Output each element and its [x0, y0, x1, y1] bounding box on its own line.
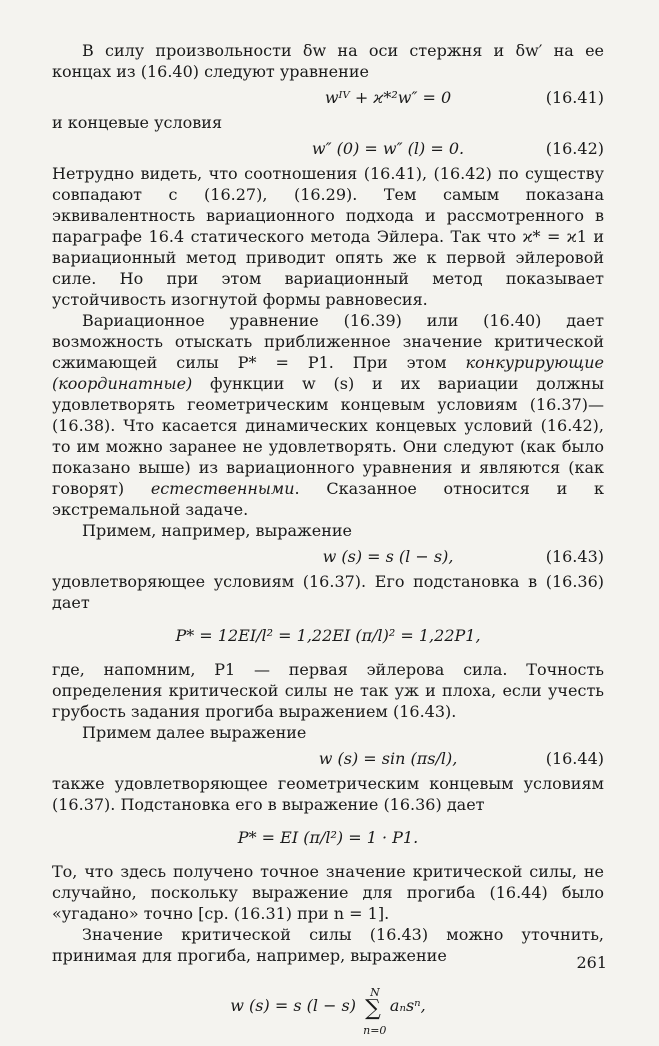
equation-16-41 [52, 82, 604, 112]
equation-critical-force-1 [52, 613, 604, 659]
paragraph-5: Примем, например, выражение [82, 521, 352, 540]
equation-16-43-number: (16.43) [545, 547, 604, 566]
paragraph-7: где, напомним, P1 — первая эйлерова сила. Точность определения критической силы не так уж и плоха, если учесть грубость задания прогиба выражением (16.43). [52, 660, 604, 721]
paragraph-4-part-e: . Сказанное относится и к экстремальной задаче. [52, 479, 604, 519]
paragraph-1: В силу произвольности δw на оси стержня и δw′ на ее концах из (16.40) следуют уравнение [52, 41, 604, 81]
equation-16-42-body: w″ (0) = w″ (l) = 0. [311, 139, 465, 158]
equation-16-44-number: (16.44) [545, 749, 604, 768]
equation-16-43-body: w (s) = s (l − s), [322, 547, 454, 566]
page-number: 261 [576, 953, 607, 972]
equation-16-44 [52, 743, 604, 773]
equation-16-41-number: (16.41) [545, 88, 604, 107]
paragraph-11: Значение критической силы (16.43) можно уточнить, принимая для прогиба, например, выражение [52, 925, 604, 965]
equation-16-42 [52, 133, 604, 163]
equation-critical-force-2-body: P* = EI (π/l²) = 1 · P1. [237, 828, 419, 847]
equation-16-41-body: wᴵⱽ + ϰ*²w″ = 0 [324, 88, 452, 107]
paragraph-4 [52, 310, 604, 520]
paragraph-6: удовлетворяющее условиям (16.37). Его подстановка в (16.36) дает [52, 572, 604, 612]
paragraph-8: Примем далее выражение [82, 723, 307, 742]
paragraph-9: также удовлетворяющее геометрическим концевым условиям (16.37). Подстановка его в выражение (16.36) дает [52, 774, 604, 814]
equation-series [52, 966, 604, 1046]
equation-16-43 [52, 541, 604, 571]
paragraph-10: То, что здесь получено точное значение критической силы, не случайно, поскольку выражение для прогиба (16.44) было «угадано» точно [ср. (16.31) при n = 1]. [52, 862, 604, 923]
summation-upper-limit: N [370, 986, 380, 999]
summation-symbol: ∑ N n=0 [365, 998, 381, 1019]
equation-series-right: aₙsⁿ, [389, 996, 426, 1015]
paragraph-4-emphasis-2: естественными [150, 479, 295, 498]
paragraph-4-emphasis-1: конкурирующие (координатные) [52, 353, 604, 393]
summation-lower-limit: n=0 [363, 1024, 387, 1037]
equation-series-left: w (s) = s (l − s) [230, 996, 357, 1015]
equation-critical-force-2 [52, 815, 604, 861]
equation-critical-force-1-body: P* = 12EI/l² = 1,22EI (π/l)² = 1,22P1, [175, 626, 481, 645]
equation-series-body [52, 986, 604, 1037]
equation-16-44-body: w (s) = sin (πs/l), [318, 749, 458, 768]
paragraph-4-part-a: Вариационное уравнение (16.39) или (16.40) дает возможность отыскать приближенное значение критической сжимающей силы P* = P1. При этом [52, 311, 604, 372]
paragraph-3: Нетрудно видеть, что соотношения (16.41), (16.42) по существу совпадают с (16.27), (16.29). Тем самым показана эквивалентность вариационного подхода и рассмотренного в параграфе 16.4 статического метода Эйлера. Так что ϰ* = ϰ1 и вариационный метод приводит опять же к первой эйлеровой силе. Но при этом вариационный метод показывает устойчивость изогнутой формы равновесия. [52, 164, 604, 309]
paragraph-2: и концевые условия [52, 113, 223, 132]
page-body [52, 40, 604, 1046]
equation-16-42-number: (16.42) [545, 139, 604, 158]
paragraph-4-part-c: функции w (s) и их вариации должны удовлетворять геометрическим концевым условиям (16.37)—(16.38). Что касается динамических концевых условий (16.42), то им можно заранее не удовлетворять. Они следуют (как было показано выше) из вариационного уравнения и являются (как говорят) [52, 374, 604, 498]
